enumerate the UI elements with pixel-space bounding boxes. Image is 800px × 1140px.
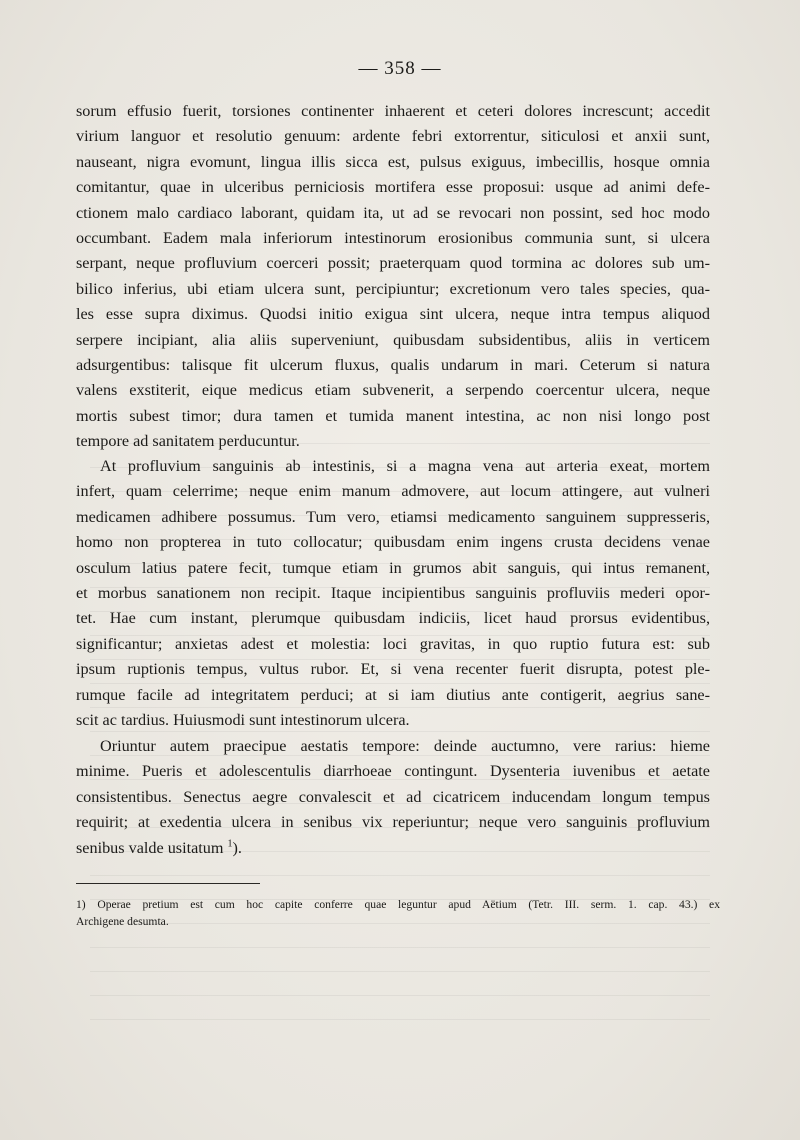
text-line: medicamen adhibere possumus. Tum vero, etiamsi medicamento sanguinem suppresseris,: [76, 507, 710, 526]
paragraph-1: [76, 99, 710, 455]
text-line: osculum latius patere fecit, tumque etiam in grumos abit sanguis, qui intus remanent,: [76, 558, 710, 577]
text-line: comitantur, quae in ulceribus perniciosis mortifera esse proposui: usque ad animi defe-: [76, 178, 710, 197]
text-line: requirit; at exedentia ulcera in senibus vix reperiuntur; neque vero sanguinis profluvium: [76, 813, 710, 832]
paragraph-3: [76, 734, 710, 861]
footnote-line: 1) Operae pretium est cum hoc capite conferre quae leguntur apud Aëtium (Tetr. III. serm. 1. cap. 43.) ex: [76, 898, 720, 911]
text-line: bilico inferius, ubi etiam ulcera sunt, percipiuntur; excretionum vero tales species, qua-: [76, 279, 710, 298]
closing-punctuation: ).: [232, 838, 242, 857]
text-line: serpant, neque profluvium coerceri possit; praeterquam quod tormina ac dolores sub um-: [76, 254, 710, 273]
text-line: serpere incipiant, alia aliis superveniunt, quibusdam subsidentibus, aliis in verticem: [76, 330, 710, 349]
paragraph-2: [76, 454, 710, 733]
text-line: tempore ad sanitatem perducuntur.: [76, 432, 300, 451]
text-line: nauseant, nigra evomunt, lingua illis sicca est, pulsus exiguus, imbecillis, hosque omnia: [76, 152, 710, 171]
text-line: Oriuntur autem praecipue aestatis tempore: deinde auctumno, vere rarius: hieme: [100, 737, 710, 755]
text-line: valens exstiterit, eique medicus etiam subvenerit, a serpendo coercentur ulcera, neque: [76, 381, 710, 400]
text-line: scit ac tardius. Huiusmodi sunt intestinorum ulcera.: [76, 711, 410, 730]
text-line: occumbant. Eadem mala inferiorum intestinorum erosionibus communia sunt, si ulcera: [76, 229, 710, 248]
footnote-reference[interactable]: 1: [227, 838, 233, 850]
text-line: sorum effusio fuerit, torsiones continenter inhaerent et ceteri dolores increscunt; accedit: [76, 102, 710, 120]
text-line: ctionem malo cardiaco laborant, quidam ita, ut ad se revocari non possint, sed hoc modo: [76, 203, 710, 222]
text-line: tet. Hae cum instant, plerumque quibusdam indiciis, licet haud prorsus evidentibus,: [76, 609, 710, 628]
text-line: rumque facile ad integritatem perduci; at si iam diutius ante contigerit, aegrius sane-: [76, 685, 710, 704]
page-number: — 358 —: [358, 58, 442, 79]
text-line: et morbus sanationem non recipit. Itaque incipientibus sanguinis profluviis mederi opor-: [76, 584, 710, 603]
text-line: ipsum ruptionis tempus, vultus rubor. Et, si vena recenter fuerit disrupta, potest ple-: [76, 660, 710, 679]
text-line: mortis subest timor; dura tamen et tumida manent intestina, ac non nisi longo post: [76, 406, 710, 425]
text-line: adsurgentibus: talisque fit ulcerum fluxus, qualis undarum in mari. Ceterum si natura: [76, 356, 710, 375]
text-line: les esse supra diximus. Quodsi initio exigua sint ulcera, neque intra tempus aliquod: [76, 305, 710, 324]
text-line: homo non propterea in tuto collocatur; quibusdam enim ingens crusta decidens venae: [76, 533, 710, 552]
text-line-final: [76, 836, 710, 861]
text-line: virium languor et resolutio genuum: ardente febri extorrentur, siticulosi et anxii sunt,: [76, 127, 710, 146]
footnote-line: Archigene desumta.: [76, 915, 169, 928]
text-line: minime. Pueris et adolescentulis diarrhoeae contingunt. Dysenteria iuvenibus et aetate: [76, 762, 710, 781]
footnote-divider: [76, 883, 260, 884]
text-line: consistentibus. Senectus aegre convalescit et ad cicatricem inducendam longum tempus: [76, 787, 710, 806]
text-line: significantur; anxietas adest et molestia: loci gravitas, in quo ruptio futura est: sub: [76, 634, 710, 653]
text-line: At profluvium sanguinis ab intestinis, si a magna vena aut arteria exeat, mortem: [100, 457, 710, 475]
footnote: [76, 896, 720, 930]
text-line: infert, quam celerrime; neque enim manum admovere, aut locum attingere, aut vulneri: [76, 482, 710, 501]
text-line: senibus valde usitatum: [76, 838, 224, 857]
